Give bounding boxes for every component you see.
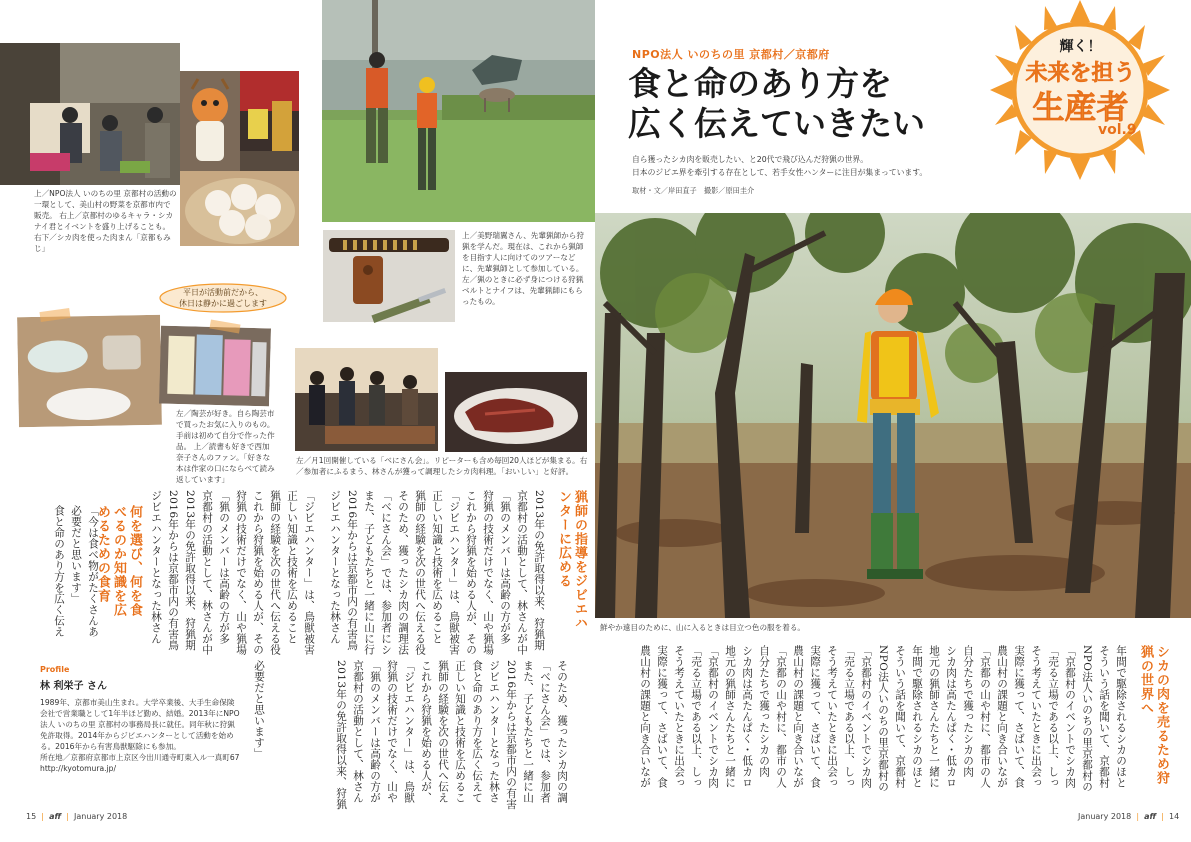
photo-party	[295, 348, 438, 451]
badge-vol: vol.9	[1098, 122, 1137, 138]
body-lower-col-15: 必要だと思います」	[253, 660, 265, 759]
caption-pottery: 左／陶芸が好き。自ら陶芸市で買ったお気に入りのもの。手前は初めて自分で作った作品。 上／読書も好きで西加奈子さんのファン。「好きな本は作家の口にならべて読み返しています」	[176, 409, 275, 484]
body-left-col-8: 狩猟の技術だけでなく、山や猟場	[235, 490, 247, 655]
heading-left: 何を選び、何を食べるのか知識を広めるための食育	[95, 505, 142, 617]
body-mid-col-13: ジビエハンターとなった林さん	[329, 490, 341, 644]
body-right-col-5: 「売る立場である以上、しっ	[1047, 645, 1059, 788]
article-title-line-2: 広く伝えていきたい	[628, 104, 925, 143]
body-left-col-11: 2013年の免許取得以来、狩猟期	[184, 490, 196, 651]
folio-right: January 2018 | aff | 14	[1078, 812, 1180, 821]
body-lower-col-8: 猟師の経験を次の世代へ伝え	[437, 660, 449, 803]
body-right-col-26: 「売る立場である以上、しっ	[690, 645, 702, 788]
body-mid-col-3: 「猟のメンバーは高齢の方が多	[499, 490, 511, 644]
heading-right: シカの肉を売るため狩猟の世界へ	[1138, 645, 1169, 785]
body-left-col-2: 必要だと思います」	[70, 505, 82, 604]
caption-market: 上／NPO法人 いのちの里 京都村の活動の一環として、美山村の野菜を京都市内で販売。 右上／京都村のゆるキャラ・シカナイ君とイベントを盛り上げることも。右下／シカ肉を使った肉まん「京都もみじ」	[34, 189, 177, 253]
body-lower-col-10: 「ジビエハンター」は、鳥獣	[403, 660, 415, 803]
body-lower-col-3: また、子どもたちと一緒に山	[522, 660, 534, 803]
body-right-col-8: 農山村の課題と向き合いなが	[996, 645, 1008, 788]
body-lower-col-6: 食と命のあり方を広く伝えて	[471, 660, 483, 803]
photo-stage	[240, 71, 299, 171]
folio-left-brand: aff	[49, 812, 62, 821]
photo-hunters-field	[322, 0, 595, 222]
body-right-col-3: NPO法人いのちの里京都村の	[1081, 645, 1093, 793]
body-right-col-17: 「売る立場である以上、しっ	[843, 645, 855, 788]
body-mid-col-8: 猟師の経験を次の世代へ伝える役	[414, 490, 426, 655]
body-right-col-7: 実際に獲って、さばいて、食	[1013, 645, 1025, 788]
body-right-col-14: そういう話を聞いて、京都村	[894, 645, 906, 788]
body-left-col-1: 「今は食べ物がたくさんあ	[87, 505, 99, 637]
folio-right-date: January 2018	[1078, 812, 1132, 821]
body-right-col-21: 「京都の山や村に、都市の人	[775, 645, 787, 788]
body-left-col-5: 正しい知識と技術を広めること	[286, 490, 298, 644]
photo-main-portrait	[595, 213, 1191, 618]
speech-bubble	[158, 283, 288, 313]
photo-venison-dish	[445, 372, 587, 452]
caption-belt: 上／美野瑞翼さん、先輩猟師から狩猟を学んだ。現在は、これから猟師を目指す人に向けてのツアーなどに、先輩猟師として参加している。 左／猟のときに必ず身につける狩猟ベルトとナイフは、先輩猟師にもらったもの。	[462, 231, 584, 306]
body-right-col-19: 実際に獲って、さばいて、食	[809, 645, 821, 788]
body-lower-col-12: 「猟のメンバーは高齢の方が	[369, 660, 381, 803]
body-right-col-23: シカ肉は高たんぱく・低カロ	[741, 645, 753, 788]
body-left-col-9: 「猟のメンバーは高齢の方が多	[218, 490, 230, 644]
lead-line-2: 日本のジビエ界を牽引する存在として、若手女性ハンターに注目が集まっています。	[632, 168, 928, 177]
body-lower-col-11: 狩猟の技術だけでなく、山や	[386, 660, 398, 803]
body-mid-col-5: これから狩猟を始める人が、その	[465, 490, 477, 655]
body-right-col-2: そういう話を聞いて、京都村	[1098, 645, 1110, 788]
photo-books	[159, 326, 271, 407]
body-right-col-20: 農山村の課題と向き合いなが	[792, 645, 804, 788]
body-mid-col-9: そのため、獲ったシカ肉の調理法	[397, 490, 409, 655]
profile-name: 林 利栄子 さん	[40, 681, 107, 692]
body-lower-col-5: ジビエハンターとなった林さ	[488, 660, 500, 803]
article-title-line-1: 食と命のあり方を	[628, 64, 892, 103]
caption-main-photo: 鮮やか遠目のために、山に入るときは目立つ色の服を着る。	[600, 623, 806, 632]
body-left-col-3: 食と命のあり方を広く伝え	[53, 505, 65, 637]
body-mid-col-7: 正しい知識と技術を広めること	[431, 490, 443, 644]
body-mid-col-11: また、子どもたちと一緒に山に行	[363, 490, 375, 655]
folio-left-page: 15	[26, 812, 37, 821]
bubble-line-2: 休日は静かに過ごします	[179, 299, 267, 308]
lead-line-1: 自ら獲ったシカ肉を販売したい、と20代で飛び込んだ狩猟の世界。	[632, 155, 869, 164]
photo-mascot	[180, 71, 240, 171]
body-right-col-22: 自分たちで獲ったシカの肉	[758, 645, 770, 777]
body-right-col-27: そう考えていたときに出会っ	[673, 645, 685, 788]
profile-text: 1989年、京都市美山生まれ。大学卒業後、大手生命保険会社で営業職として1年半ほど勤め、結婚。2013年にNPO法人 いのちの里 京都村の事務局長に就任。同年秋に狩猟免許取得。2014年からジビエハンターとして活動を始める。2016年から有害鳥獣駆除にも参加。	[40, 698, 240, 751]
photo-meat-buns	[180, 171, 299, 246]
body-left-col-12: 2016年からは京都市内の有害鳥	[167, 490, 179, 651]
photo-market	[0, 43, 180, 185]
profile-url[interactable]: http://kyotomura.jp/	[40, 764, 117, 773]
body-right-col-24: 地元の猟師さんたちと一緒に	[724, 645, 736, 788]
body-right-col-10: 自分たちで獲ったシカの肉	[962, 645, 974, 777]
photo-pottery	[17, 315, 162, 427]
body-lower-col-2: 「べにさん会」では、参加者	[539, 660, 551, 803]
badge-bottom: 生産者	[1032, 88, 1129, 126]
body-right-col-29: 農山村の課題と向き合いなが	[639, 645, 651, 788]
body-left-col-4: 「ジビエハンター」は、鳥獣被害	[303, 490, 315, 655]
body-right-col-11: シカ肉は高たんぱく・低カロ	[945, 645, 957, 788]
body-lower-col-14: 2013年の免許取得以来、狩猟	[335, 660, 347, 810]
body-right-col-25: 「京都村のイベントでシカ肉	[707, 645, 719, 788]
body-right-col-4: 「京都村のイベントでシカ肉	[1064, 645, 1076, 788]
body-right-col-13: 年間で駆除されるシカのほと	[911, 645, 923, 788]
body-mid-col-1: 2013年の免許取得以来、狩猟期	[533, 490, 545, 651]
badge-top: 輝く！	[1059, 39, 1102, 55]
body-right-col-1: 年間で駆除されるシカのほと	[1115, 645, 1127, 788]
body-mid-col-2: 京都村の活動として、林さんが中	[516, 490, 528, 655]
article-credits: 取材・文／岸田直子 撮影／原田圭介	[632, 186, 755, 195]
folio-left-date: January 2018	[74, 812, 128, 821]
body-lower-col-9: これから狩猟を始める人が、	[420, 660, 432, 803]
profile-address: 所在地／京都府京都市上京区今出川通寺町東入ル一真町67	[40, 753, 240, 762]
body-right-col-6: そう考えていたときに出会っ	[1030, 645, 1042, 788]
body-left-col-7: これから狩猟を始める人が、その	[252, 490, 264, 655]
body-right-col-28: 実際に獲って、さばいて、食	[656, 645, 668, 788]
profile-box	[40, 665, 240, 800]
body-mid-col-12: 2016年からは京都市内の有害鳥	[346, 490, 358, 651]
body-mid-col-10: 「べにさん会」では、参加者にシ	[380, 490, 392, 655]
body-left-col-10: 京都村の活動として、林さんが中	[201, 490, 213, 655]
body-lower-col-4: 2016年からは京都市内の有害	[505, 660, 517, 810]
body-lower-col-7: 正しい知識と技術を広めるこ	[454, 660, 466, 803]
body-lower-col-13: 京都村の活動として、林さん	[352, 660, 364, 803]
heading-mid: 猟師の指導をジビエハンターに広める	[556, 490, 587, 630]
series-badge	[970, 0, 1191, 190]
body-left-col-13: ジビエハンターとなった林さん	[150, 490, 162, 644]
article-kicker: NPO法人 いのちの里 京都村／京都府	[632, 48, 830, 61]
body-right-col-12: 地元の猟師さんたちと一緒に	[928, 645, 940, 788]
badge-middle: 未来を担う	[1025, 61, 1136, 86]
body-left-col-6: 猟師の経験を次の世代へ伝える役	[269, 490, 281, 655]
body-right-col-9: 「京都の山や村に、都市の人	[979, 645, 991, 788]
article-lead	[632, 153, 992, 179]
folio-left: 15 | aff | January 2018	[26, 812, 128, 821]
body-right-col-15: NPO法人いのちの里京都村の	[877, 645, 889, 793]
body-right-col-16: 「京都村のイベントでシカ肉	[860, 645, 872, 788]
folio-right-page: 14	[1169, 812, 1180, 821]
profile-label: Profile	[40, 665, 70, 674]
bubble-line-1: 平日が活動前だから、	[183, 288, 263, 297]
body-right-col-18: そう考えていたときに出会っ	[826, 645, 838, 788]
body-mid-col-6: 「ジビエハンター」は、鳥獣被害	[448, 490, 460, 655]
body-lower-col-1: そのため、獲ったシカ肉の調	[556, 660, 568, 803]
body-mid-col-4: 狩猟の技術だけでなく、山や猟場	[482, 490, 494, 655]
caption-party: 左／月1回開催している「べにさん会」。リピーターも含め毎回20人ほどが集まる。右／参加者にふるまう、林さんが獲って調理したシカ肉料理。「おいしい」と好評。	[296, 456, 588, 476]
folio-right-brand: aff	[1144, 812, 1157, 821]
photo-knife	[323, 285, 453, 325]
